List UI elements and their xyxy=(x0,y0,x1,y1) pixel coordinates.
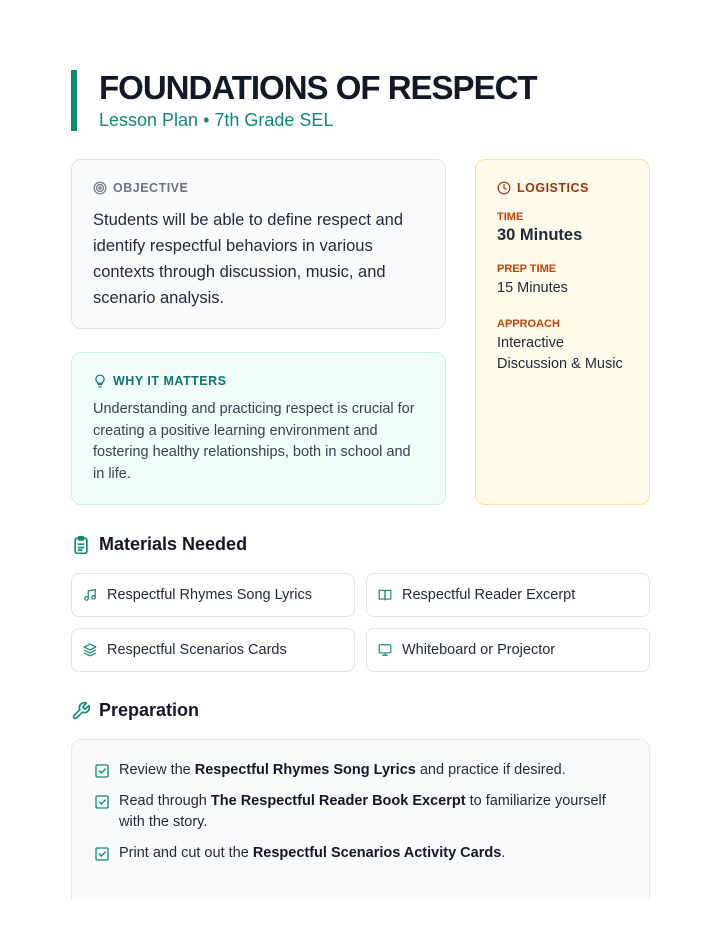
item-text-pre: Read through xyxy=(119,793,211,809)
lightbulb-icon xyxy=(93,374,107,388)
clipboard-icon xyxy=(71,535,91,555)
page-title: FOUNDATIONS OF RESPECT xyxy=(99,69,537,106)
layers-icon xyxy=(83,643,97,657)
item-text-bold: The Respectful Reader Book Excerpt xyxy=(210,793,466,809)
checklist-item-text xyxy=(119,791,627,833)
materials-heading: Materials Needed xyxy=(99,534,248,554)
item-text-bold: Respectful Rhymes Song Lyrics xyxy=(194,762,416,778)
approach-label: APPROACH xyxy=(497,317,560,330)
item-text-post: and practice if desired. xyxy=(415,762,566,778)
time-value: 30 Minutes xyxy=(497,226,583,244)
time-label: TIME xyxy=(497,211,524,223)
why-heading: WHY IT MATTERS xyxy=(113,374,227,388)
item-text-post: to familiarize yourself with the story. xyxy=(119,793,606,830)
checklist-item-text xyxy=(119,760,566,781)
header xyxy=(71,70,650,132)
header-accent-bar xyxy=(71,70,77,131)
logistics-card xyxy=(475,159,650,505)
preparation-heading: Preparation xyxy=(99,700,200,720)
material-item-whiteboard xyxy=(366,628,650,672)
item-text-post: . xyxy=(501,845,506,861)
checkbox-checked-icon xyxy=(94,846,110,862)
prep-time-label: PREP TIME xyxy=(497,263,557,275)
target-icon xyxy=(93,181,107,195)
item-text-pre: Review the xyxy=(119,762,195,778)
objective-card xyxy=(71,159,446,329)
material-label: Respectful Reader Excerpt xyxy=(402,587,576,603)
book-icon xyxy=(378,588,392,602)
material-item-song-lyrics xyxy=(71,573,355,617)
monitor-icon xyxy=(378,643,392,657)
music-icon xyxy=(83,588,97,602)
checkbox-checked-icon xyxy=(94,794,110,810)
wrench-icon xyxy=(71,701,91,721)
checkbox-checked-icon xyxy=(94,763,110,779)
page-subtitle: Lesson Plan • 7th Grade SEL xyxy=(99,110,334,130)
why-it-matters-card xyxy=(71,352,446,505)
prep-time-value: 15 Minutes xyxy=(497,280,568,296)
checklist-item xyxy=(94,791,627,833)
material-label: Respectful Rhymes Song Lyrics xyxy=(107,587,312,603)
why-heading-row xyxy=(93,374,424,388)
logistics-heading-row xyxy=(497,181,628,195)
material-label: Respectful Scenarios Cards xyxy=(107,642,287,658)
objective-heading-row xyxy=(93,181,424,195)
checklist-item xyxy=(94,843,627,864)
checklist-item-text xyxy=(119,843,505,864)
material-item-reader-excerpt xyxy=(366,573,650,617)
approach-value: Interactive Discussion & Music xyxy=(497,334,623,372)
item-text-pre: Print and cut out the xyxy=(119,845,253,861)
lesson-plan-page xyxy=(71,69,650,861)
why-text: Understanding and practicing respect is crucial for creating a positive learning environment and fostering healthy relationships, both in school and in life. xyxy=(93,401,415,482)
preparation-checklist xyxy=(71,739,650,899)
objective-heading: OBJECTIVE xyxy=(113,181,189,195)
checklist-item xyxy=(94,760,627,781)
item-text-bold: Respectful Scenarios Activity Cards xyxy=(252,845,502,861)
logistics-heading: LOGISTICS xyxy=(517,181,589,195)
clock-icon xyxy=(497,181,511,195)
material-item-scenario-cards xyxy=(71,628,355,672)
material-label: Whiteboard or Projector xyxy=(402,642,556,658)
objective-text: Students will be able to define respect and identify respectful behaviors in various contexts through discussion, music, and scenario analysis. xyxy=(93,211,404,307)
preparation-heading-row xyxy=(71,700,199,721)
materials-heading-row xyxy=(71,534,247,555)
